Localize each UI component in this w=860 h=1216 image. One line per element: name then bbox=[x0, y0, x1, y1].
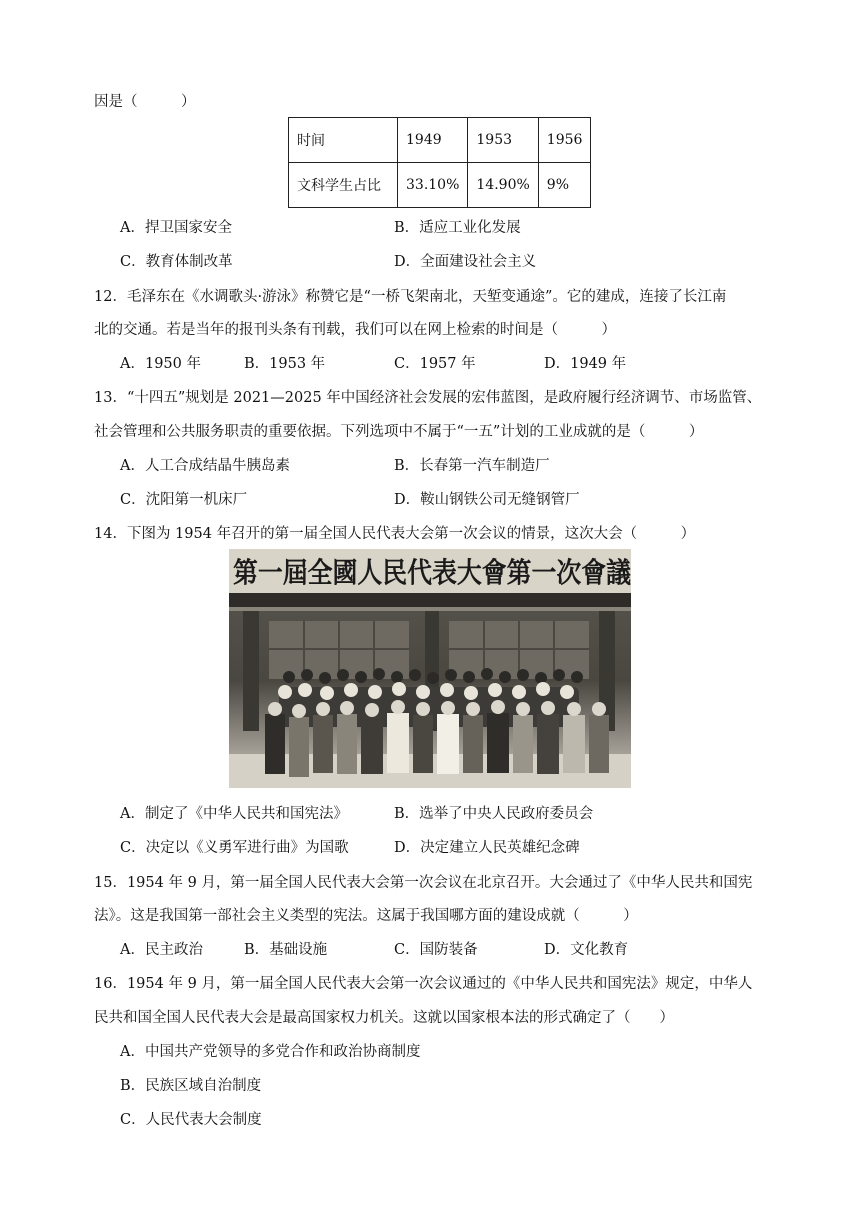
q15-stem-line1: 15．1954 年 9 月，第一届全国人民代表大会第一次会议在北京召开。大会通过了《中华人民共和国宪 bbox=[94, 875, 753, 891]
q11-option-b[interactable]: B．适应工业化发展 bbox=[394, 220, 521, 236]
q14-option-b[interactable]: B．选举了中央人民政府委员会 bbox=[394, 806, 594, 822]
table-header-1956: 1956 bbox=[538, 118, 591, 163]
q11-data-table bbox=[288, 117, 591, 208]
q12-option-d[interactable]: D．1949 年 bbox=[544, 356, 627, 372]
table-header-1953: 1953 bbox=[468, 118, 538, 163]
q11-option-d[interactable]: D．全面建设社会主义 bbox=[394, 254, 537, 270]
table-cell-1956: 9% bbox=[538, 163, 591, 208]
q16-option-c[interactable]: C．人民代表大会制度 bbox=[120, 1112, 262, 1128]
q13-option-b[interactable]: B．长春第一汽车制造厂 bbox=[394, 458, 550, 474]
table-header-time: 时间 bbox=[289, 118, 398, 163]
q11-option-a[interactable]: A．捍卫国家安全 bbox=[120, 220, 232, 236]
q14-option-a[interactable]: A．制定了《中华人民共和国宪法》 bbox=[120, 806, 348, 822]
q13-option-c[interactable]: C．沈阳第一机床厂 bbox=[120, 492, 248, 508]
table-row-label: 文科学生占比 bbox=[289, 163, 398, 208]
q14-option-c[interactable]: C．决定以《义勇军进行曲》为国歌 bbox=[120, 840, 349, 856]
table-cell-1953: 14.90% bbox=[468, 163, 538, 208]
q15-option-c[interactable]: C．国防装备 bbox=[394, 942, 478, 958]
congress-session-photo bbox=[229, 549, 631, 788]
table-header-1949: 1949 bbox=[398, 118, 468, 163]
q15-stem-line2: 法》。这是我国第一部社会主义类型的宪法。这属于我国哪方面的建设成就（ ） bbox=[94, 908, 638, 924]
q11-option-c[interactable]: C．教育体制改革 bbox=[120, 254, 233, 270]
table-row bbox=[289, 118, 591, 163]
q15-option-a[interactable]: A．民主政治 bbox=[120, 942, 203, 958]
q14-stem-line1: 14．下图为 1954 年召开的第一届全国人民代表大会第一次会议的情景，这次大会（ ） bbox=[94, 526, 696, 542]
q16-stem-line1: 16．1954 年 9 月，第一届全国人民代表大会第一次会议通过的《中华人民共和国宪法》规定，中华人 bbox=[94, 976, 753, 992]
q14-option-d[interactable]: D．决定建立人民英雄纪念碑 bbox=[394, 840, 580, 856]
q12-option-b[interactable]: B．1953 年 bbox=[244, 356, 326, 372]
q13-option-a[interactable]: A．人工合成结晶牛胰岛素 bbox=[120, 458, 290, 474]
table-row bbox=[289, 163, 591, 208]
q15-option-d[interactable]: D．文化教育 bbox=[544, 942, 629, 958]
photo-banner-text: 第一屆全國人民代表大會第一次會議 bbox=[233, 556, 631, 589]
q11-stem-tail: 因是（ ） bbox=[94, 94, 196, 110]
q13-stem-line1: 13．“十四五”规划是 2021—2025 年中国经济社会发展的宏伟蓝图，是政府履行经济调节、市场监管、 bbox=[94, 390, 762, 406]
q16-stem-line2: 民共和国全国人民代表大会是最高国家权力机关。这就以国家根本法的形式确定了（ ） bbox=[94, 1010, 674, 1026]
q15-option-b[interactable]: B．基础设施 bbox=[244, 942, 328, 958]
q12-stem-line1: 12．毛泽东在《水调歌头·游泳》称赞它是“一桥飞架南北，天堑变通途”。它的建成，连接了长江南 bbox=[94, 289, 727, 305]
q12-option-a[interactable]: A．1950 年 bbox=[120, 356, 201, 372]
table-cell-1949: 33.10% bbox=[398, 163, 468, 208]
q16-option-b[interactable]: B．民族区域自治制度 bbox=[120, 1078, 262, 1094]
q12-stem-line2: 北的交通。若是当年的报刊头条有刊载，我们可以在网上检索的时间是（ ） bbox=[94, 322, 616, 338]
q12-option-c[interactable]: C．1957 年 bbox=[394, 356, 476, 372]
q13-option-d[interactable]: D．鞍山钢铁公司无缝钢管厂 bbox=[394, 492, 580, 508]
q16-option-a[interactable]: A．中国共产党领导的多党合作和政治协商制度 bbox=[120, 1044, 421, 1060]
q13-stem-line2: 社会管理和公共服务职责的重要依据。下列选项中不属于“一五”计划的工业成就的是（ ） bbox=[94, 424, 704, 440]
